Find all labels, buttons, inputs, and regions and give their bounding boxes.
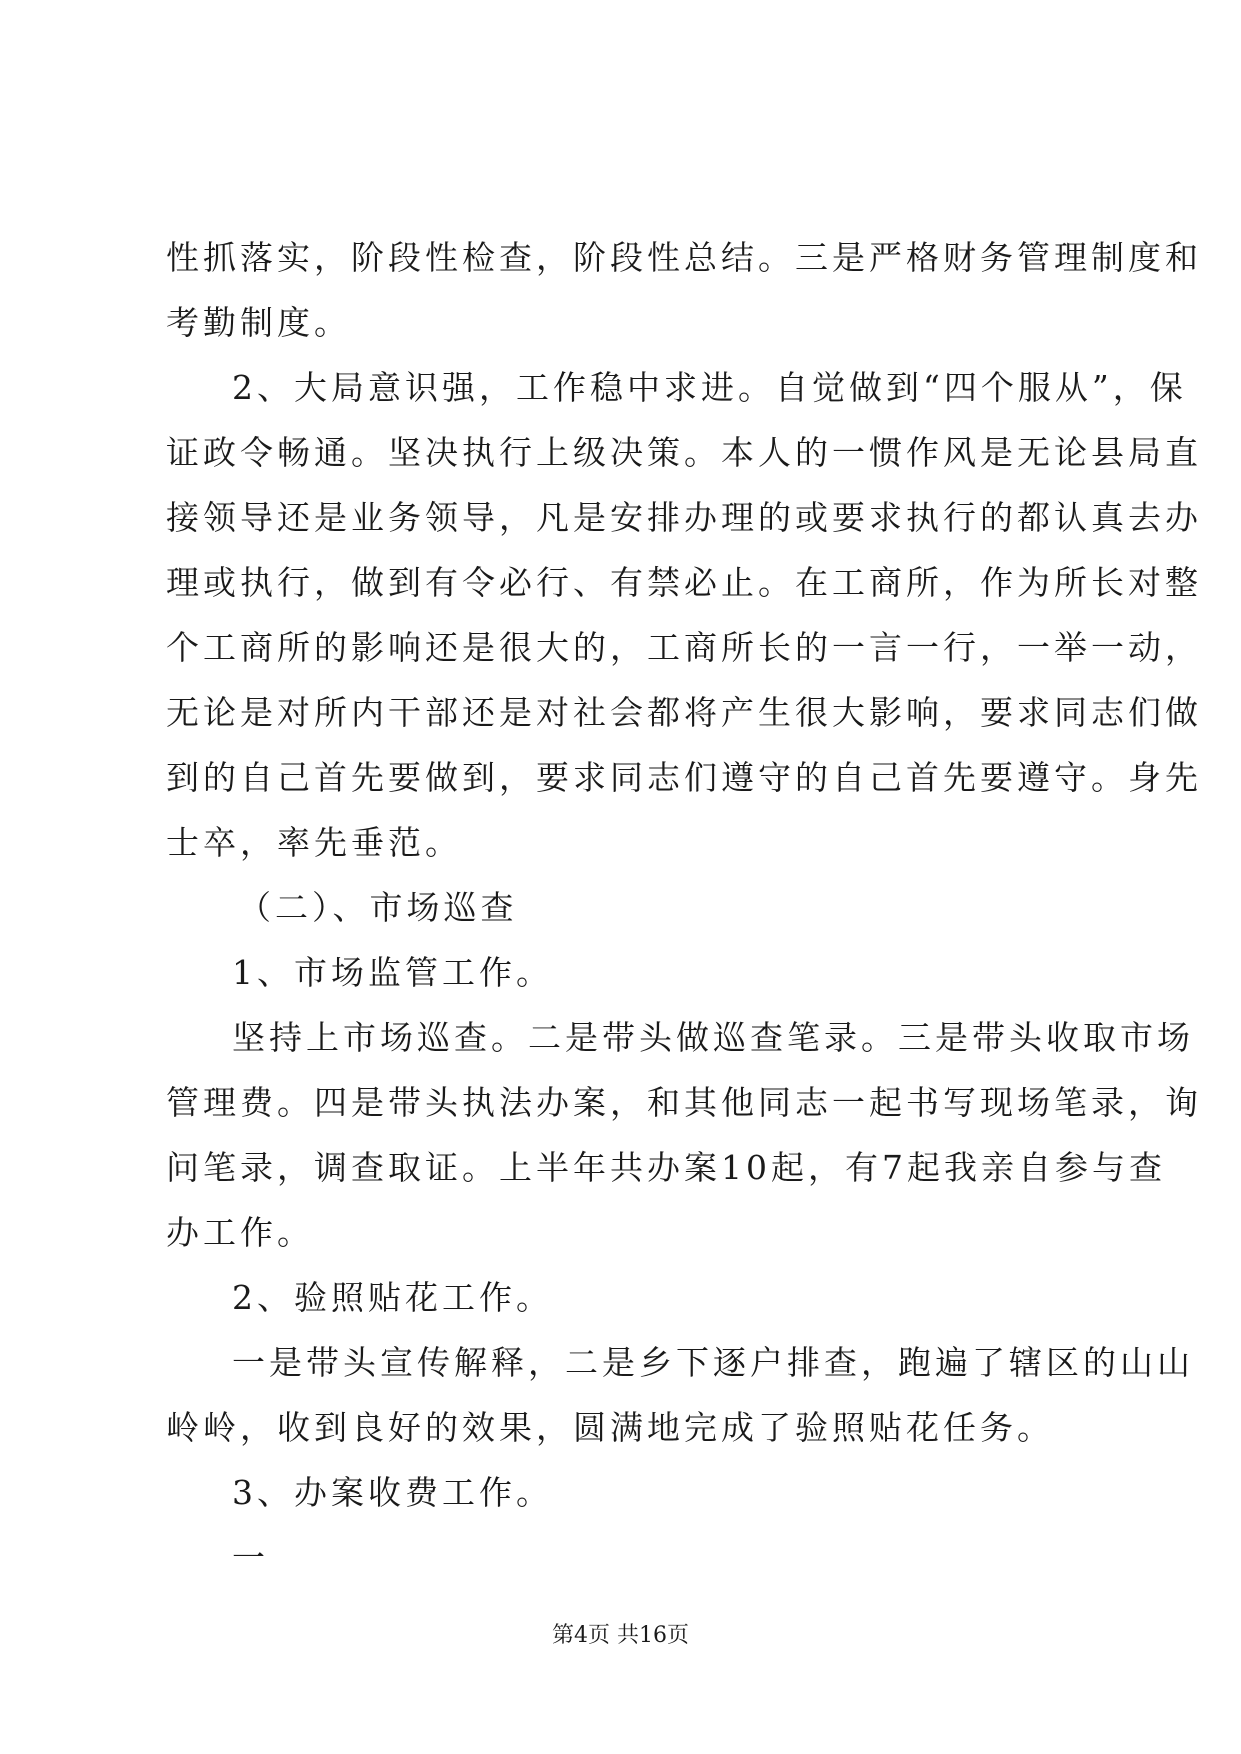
text-line: 办工作。	[166, 1213, 314, 1252]
text-line: 一	[232, 1538, 269, 1577]
text-line: 到的自己首先要做到，要求同志们遵守的自己首先要遵守。身先	[166, 758, 1202, 797]
paragraph-start-line: 一是带头宣传解释，二是乡下逐户排查，跑遍了辖区的山山	[232, 1343, 1194, 1382]
text-line: 管理费。四是带头执法办案，和其他同志一起书写现场笔录，询	[166, 1083, 1202, 1122]
paragraph-start-line: 坚持上市场巡查。二是带头做巡查笔录。三是带头收取市场	[232, 1018, 1194, 1057]
text-line: 接领导还是业务领导，凡是安排办理的或要求执行的都认真去办	[166, 498, 1202, 537]
text-line: 问笔录，调查取证。上半年共办案10起，有7起我亲自参与查	[166, 1148, 1166, 1187]
text-line: 岭岭，收到良好的效果，圆满地完成了验照贴花任务。	[166, 1408, 1054, 1447]
text-line: 考勤制度。	[166, 303, 351, 342]
page-footer: 第4页 共16页	[552, 1623, 689, 1648]
subsection-heading: 1、市场监管工作。	[232, 953, 553, 992]
text-line: 理或执行，做到有令必行、有禁必止。在工商所，作为所长对整	[166, 563, 1202, 602]
text-line: 士卒，率先垂范。	[166, 823, 462, 862]
text-line: 证政令畅通。坚决执行上级决策。本人的一惯作风是无论县局直	[166, 433, 1202, 472]
subsection-heading: 2、验照贴花工作。	[232, 1278, 553, 1317]
paragraph-start-line: 2、大局意识强，工作稳中求进。自觉做到“四个服从”，保	[232, 368, 1187, 407]
text-line: 性抓落实，阶段性检查，阶段性总结。三是严格财务管理制度和	[166, 238, 1202, 277]
section-heading: （二）、市场巡查	[238, 888, 518, 927]
subsection-heading: 3、办案收费工作。	[232, 1473, 553, 1512]
text-line: 个工商所的影响还是很大的，工商所长的一言一行，一举一动，	[166, 628, 1202, 667]
text-line: 无论是对所内干部还是对社会都将产生很大影响，要求同志们做	[166, 693, 1202, 732]
